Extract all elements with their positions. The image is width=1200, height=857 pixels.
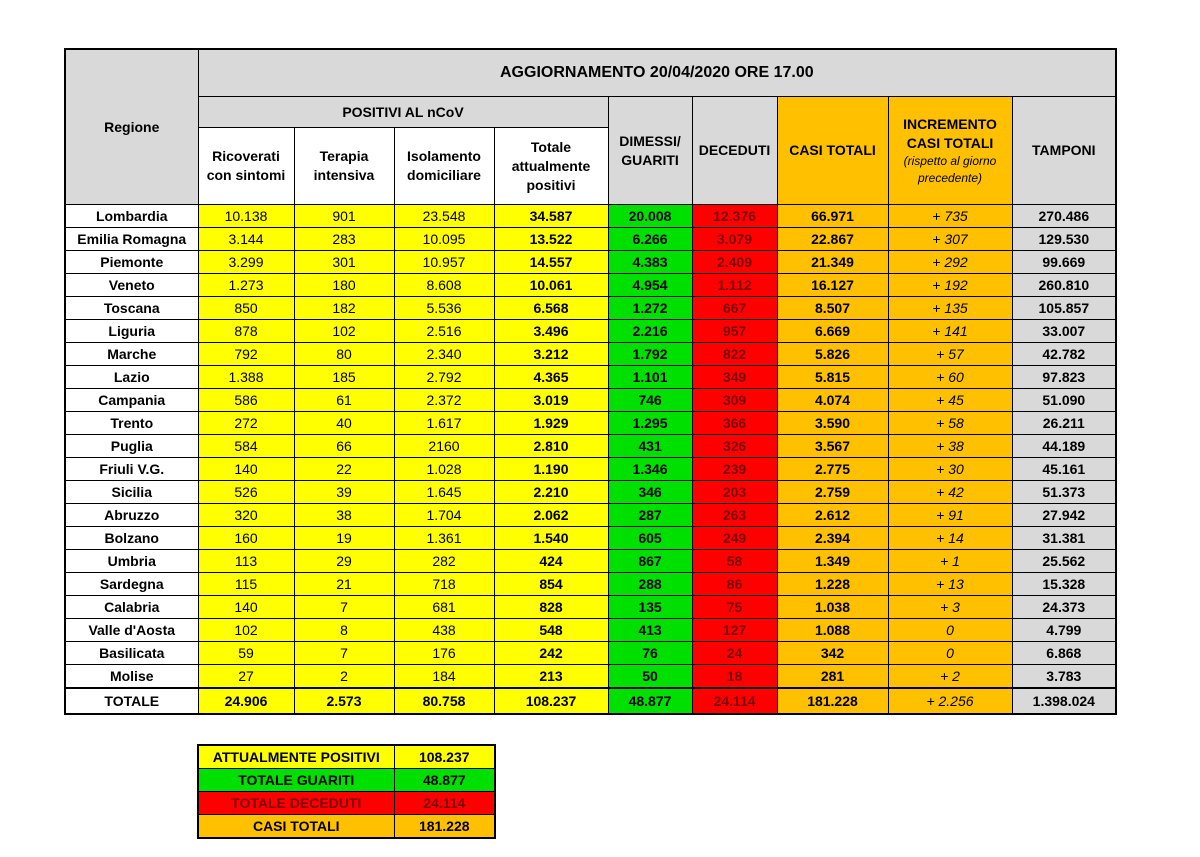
cell-positivi: 10.061 (494, 274, 608, 297)
cell-deceduti: 1.112 (692, 274, 777, 297)
cell-deceduti: 349 (692, 366, 777, 389)
cell-ricoverati: 272 (198, 412, 294, 435)
cell-incremento: + 13 (888, 573, 1012, 596)
cell-casi: 281 (777, 665, 888, 689)
cell-terapia: 38 (294, 504, 394, 527)
table-row (65, 228, 1116, 251)
cell-guariti: 135 (608, 596, 692, 619)
cell-incremento: + 3 (888, 596, 1012, 619)
cell-ricoverati: 140 (198, 458, 294, 481)
cell-tamponi: 270.486 (1012, 205, 1116, 228)
cell-tamponi: 99.669 (1012, 251, 1116, 274)
cell-terapia: 22 (294, 458, 394, 481)
cell-isolamento: 10.957 (394, 251, 494, 274)
cell-terapia: 180 (294, 274, 394, 297)
cell-isolamento: 10.095 (394, 228, 494, 251)
cell-regione: Bolzano (65, 527, 198, 550)
cell-positivi: 1.540 (494, 527, 608, 550)
cell-casi: 2.612 (777, 504, 888, 527)
cell-isolamento: 2.792 (394, 366, 494, 389)
cell-guariti: 1.792 (608, 343, 692, 366)
cell-regione: Veneto (65, 274, 198, 297)
table-row (65, 389, 1116, 412)
cell-regione: TOTALE (65, 688, 198, 714)
cell-deceduti: 957 (692, 320, 777, 343)
cell-guariti: 76 (608, 642, 692, 665)
cell-deceduti: 239 (692, 458, 777, 481)
cell-regione: Umbria (65, 550, 198, 573)
header-tamponi: TAMPONI (1012, 97, 1116, 205)
cell-ricoverati: 526 (198, 481, 294, 504)
cell-casi: 2.775 (777, 458, 888, 481)
cell-guariti: 1.101 (608, 366, 692, 389)
cell-positivi: 548 (494, 619, 608, 642)
cell-ricoverati: 3.299 (198, 251, 294, 274)
cell-ricoverati: 27 (198, 665, 294, 689)
cell-guariti: 1.346 (608, 458, 692, 481)
cell-terapia: 301 (294, 251, 394, 274)
cell-tamponi: 6.868 (1012, 642, 1116, 665)
cell-terapia: 901 (294, 205, 394, 228)
cell-deceduti: 12.376 (692, 205, 777, 228)
cell-deceduti: 2.409 (692, 251, 777, 274)
table-row (65, 665, 1116, 689)
summary-row (198, 815, 495, 839)
cell-casi: 5.815 (777, 366, 888, 389)
cell-regione: Lombardia (65, 205, 198, 228)
cell-guariti: 288 (608, 573, 692, 596)
table-row (65, 550, 1116, 573)
header-casi-totali: CASI TOTALI (777, 97, 888, 205)
cell-regione: Calabria (65, 596, 198, 619)
cell-tamponi: 15.328 (1012, 573, 1116, 596)
cell-casi: 181.228 (777, 688, 888, 714)
cell-casi: 342 (777, 642, 888, 665)
cell-ricoverati: 878 (198, 320, 294, 343)
cell-isolamento: 2.372 (394, 389, 494, 412)
table-row (65, 688, 1116, 714)
summary-value: 108.237 (394, 745, 495, 769)
cell-guariti: 431 (608, 435, 692, 458)
cell-ricoverati: 113 (198, 550, 294, 573)
cell-positivi: 2.210 (494, 481, 608, 504)
cell-regione: Marche (65, 343, 198, 366)
cell-deceduti: 366 (692, 412, 777, 435)
summary-label: TOTALE GUARITI (198, 769, 394, 792)
cell-casi: 1.228 (777, 573, 888, 596)
cell-isolamento: 2.516 (394, 320, 494, 343)
cell-casi: 66.971 (777, 205, 888, 228)
cell-terapia: 185 (294, 366, 394, 389)
cell-positivi: 1.929 (494, 412, 608, 435)
header-deceduti: DECEDUTI (692, 97, 777, 205)
cell-tamponi: 27.942 (1012, 504, 1116, 527)
cell-regione: Molise (65, 665, 198, 689)
cell-deceduti: 3.079 (692, 228, 777, 251)
header-totale-positivi: Totale attualmente positivi (494, 128, 608, 205)
cell-casi: 1.349 (777, 550, 888, 573)
cell-isolamento: 80.758 (394, 688, 494, 714)
cell-deceduti: 86 (692, 573, 777, 596)
table-row (65, 297, 1116, 320)
summary-label: TOTALE DECEDUTI (198, 792, 394, 815)
table-row (65, 251, 1116, 274)
cell-terapia: 66 (294, 435, 394, 458)
cell-terapia: 39 (294, 481, 394, 504)
cell-positivi: 14.557 (494, 251, 608, 274)
cell-isolamento: 1.704 (394, 504, 494, 527)
summary-value: 48.877 (394, 769, 495, 792)
cell-tamponi: 105.857 (1012, 297, 1116, 320)
header-isolamento: Isolamento domiciliare (394, 128, 494, 205)
cell-terapia: 2 (294, 665, 394, 689)
cell-incremento: + 57 (888, 343, 1012, 366)
table-row (65, 619, 1116, 642)
cell-tamponi: 129.530 (1012, 228, 1116, 251)
cell-guariti: 287 (608, 504, 692, 527)
cell-ricoverati: 115 (198, 573, 294, 596)
cell-deceduti: 24.114 (692, 688, 777, 714)
cell-positivi: 13.522 (494, 228, 608, 251)
summary-value: 24.114 (394, 792, 495, 815)
table-row (65, 205, 1116, 228)
cell-positivi: 3.212 (494, 343, 608, 366)
cell-guariti: 413 (608, 619, 692, 642)
cell-ricoverati: 584 (198, 435, 294, 458)
cell-incremento: + 135 (888, 297, 1012, 320)
cell-terapia: 40 (294, 412, 394, 435)
cell-tamponi: 45.161 (1012, 458, 1116, 481)
cell-casi: 3.590 (777, 412, 888, 435)
cell-positivi: 3.019 (494, 389, 608, 412)
table-row (65, 435, 1116, 458)
table-row (65, 343, 1116, 366)
table-row (65, 274, 1116, 297)
cell-isolamento: 438 (394, 619, 494, 642)
cell-incremento: + 292 (888, 251, 1012, 274)
table-row (65, 642, 1116, 665)
cell-isolamento: 2160 (394, 435, 494, 458)
cell-casi: 21.349 (777, 251, 888, 274)
cell-regione: Abruzzo (65, 504, 198, 527)
header-regione: Regione (65, 49, 198, 205)
cell-ricoverati: 24.906 (198, 688, 294, 714)
cell-incremento: + 42 (888, 481, 1012, 504)
cell-incremento: 0 (888, 642, 1012, 665)
cell-incremento: + 91 (888, 504, 1012, 527)
cell-isolamento: 1.028 (394, 458, 494, 481)
cell-terapia: 2.573 (294, 688, 394, 714)
cell-deceduti: 822 (692, 343, 777, 366)
table-row (65, 481, 1116, 504)
cell-incremento: + 307 (888, 228, 1012, 251)
cell-deceduti: 203 (692, 481, 777, 504)
cell-tamponi: 51.090 (1012, 389, 1116, 412)
cell-guariti: 6.266 (608, 228, 692, 251)
cell-tamponi: 42.782 (1012, 343, 1116, 366)
cell-isolamento: 2.340 (394, 343, 494, 366)
cell-regione: Trento (65, 412, 198, 435)
cell-regione: Sardegna (65, 573, 198, 596)
cell-casi: 1.088 (777, 619, 888, 642)
header-ricoverati: Ricoverati con sintomi (198, 128, 294, 205)
covid-regions-table (64, 48, 1117, 715)
summary-label: CASI TOTALI (198, 815, 394, 839)
header-dimessi: DIMESSI/ GUARITI (608, 97, 692, 205)
cell-positivi: 424 (494, 550, 608, 573)
cell-isolamento: 1.645 (394, 481, 494, 504)
cell-guariti: 2.216 (608, 320, 692, 343)
cell-tamponi: 51.373 (1012, 481, 1116, 504)
cell-incremento: + 192 (888, 274, 1012, 297)
header-terapia: Terapia intensiva (294, 128, 394, 205)
cell-tamponi: 26.211 (1012, 412, 1116, 435)
cell-positivi: 2.062 (494, 504, 608, 527)
cell-regione: Valle d'Aosta (65, 619, 198, 642)
cell-regione: Toscana (65, 297, 198, 320)
cell-casi: 2.759 (777, 481, 888, 504)
cell-isolamento: 282 (394, 550, 494, 573)
cell-terapia: 102 (294, 320, 394, 343)
cell-incremento: + 38 (888, 435, 1012, 458)
cell-tamponi: 3.783 (1012, 665, 1116, 689)
cell-ricoverati: 160 (198, 527, 294, 550)
summary-row (198, 769, 495, 792)
cell-guariti: 1.295 (608, 412, 692, 435)
cell-deceduti: 24 (692, 642, 777, 665)
cell-deceduti: 667 (692, 297, 777, 320)
cell-positivi: 4.365 (494, 366, 608, 389)
cell-terapia: 7 (294, 642, 394, 665)
header-incremento-note: (rispetto al giorno precedente) (903, 153, 997, 185)
cell-guariti: 746 (608, 389, 692, 412)
cell-guariti: 867 (608, 550, 692, 573)
cell-ricoverati: 1.388 (198, 366, 294, 389)
cell-incremento: + 141 (888, 320, 1012, 343)
cell-guariti: 50 (608, 665, 692, 689)
cell-deceduti: 263 (692, 504, 777, 527)
cell-incremento: + 30 (888, 458, 1012, 481)
cell-regione: Puglia (65, 435, 198, 458)
cell-isolamento: 184 (394, 665, 494, 689)
cell-isolamento: 176 (394, 642, 494, 665)
cell-incremento: 0 (888, 619, 1012, 642)
cell-casi: 6.669 (777, 320, 888, 343)
cell-tamponi: 1.398.024 (1012, 688, 1116, 714)
cell-deceduti: 309 (692, 389, 777, 412)
cell-incremento: + 58 (888, 412, 1012, 435)
cell-ricoverati: 140 (198, 596, 294, 619)
cell-terapia: 283 (294, 228, 394, 251)
header-incremento: INCREMENTO CASI TOTALI (rispetto al giorno precedente) (888, 97, 1012, 205)
cell-ricoverati: 102 (198, 619, 294, 642)
summary-label: ATTUALMENTE POSITIVI (198, 745, 394, 769)
cell-regione: Sicilia (65, 481, 198, 504)
table-row (65, 320, 1116, 343)
summary-row (198, 792, 495, 815)
cell-deceduti: 127 (692, 619, 777, 642)
cell-positivi: 828 (494, 596, 608, 619)
cell-positivi: 1.190 (494, 458, 608, 481)
cell-guariti: 346 (608, 481, 692, 504)
cell-isolamento: 1.361 (394, 527, 494, 550)
table-row (65, 366, 1116, 389)
table-title: AGGIORNAMENTO 20/04/2020 ORE 17.00 (198, 49, 1116, 97)
summary-row (198, 745, 495, 769)
cell-ricoverati: 792 (198, 343, 294, 366)
table-row (65, 596, 1116, 619)
cell-isolamento: 1.617 (394, 412, 494, 435)
cell-isolamento: 681 (394, 596, 494, 619)
cell-terapia: 7 (294, 596, 394, 619)
table-row (65, 573, 1116, 596)
table-body (65, 205, 1116, 715)
cell-positivi: 2.810 (494, 435, 608, 458)
cell-regione: Basilicata (65, 642, 198, 665)
cell-guariti: 48.877 (608, 688, 692, 714)
cell-guariti: 20.008 (608, 205, 692, 228)
cell-regione: Piemonte (65, 251, 198, 274)
cell-incremento: + 1 (888, 550, 1012, 573)
cell-tamponi: 33.007 (1012, 320, 1116, 343)
cell-terapia: 80 (294, 343, 394, 366)
cell-casi: 16.127 (777, 274, 888, 297)
cell-guariti: 4.383 (608, 251, 692, 274)
cell-casi: 2.394 (777, 527, 888, 550)
cell-tamponi: 44.189 (1012, 435, 1116, 458)
cell-casi: 5.826 (777, 343, 888, 366)
cell-ricoverati: 850 (198, 297, 294, 320)
cell-tamponi: 97.823 (1012, 366, 1116, 389)
cell-incremento: + 2.256 (888, 688, 1012, 714)
table-row (65, 504, 1116, 527)
cell-casi: 4.074 (777, 389, 888, 412)
cell-isolamento: 718 (394, 573, 494, 596)
cell-casi: 3.567 (777, 435, 888, 458)
cell-positivi: 108.237 (494, 688, 608, 714)
cell-deceduti: 326 (692, 435, 777, 458)
cell-casi: 8.507 (777, 297, 888, 320)
table-row (65, 527, 1116, 550)
cell-positivi: 34.587 (494, 205, 608, 228)
cell-terapia: 61 (294, 389, 394, 412)
cell-tamponi: 4.799 (1012, 619, 1116, 642)
cell-positivi: 6.568 (494, 297, 608, 320)
header-positivi-group: POSITIVI AL nCoV (198, 97, 608, 128)
cell-casi: 1.038 (777, 596, 888, 619)
cell-deceduti: 75 (692, 596, 777, 619)
cell-ricoverati: 320 (198, 504, 294, 527)
cell-regione: Emilia Romagna (65, 228, 198, 251)
cell-regione: Campania (65, 389, 198, 412)
cell-tamponi: 25.562 (1012, 550, 1116, 573)
cell-ricoverati: 3.144 (198, 228, 294, 251)
cell-terapia: 19 (294, 527, 394, 550)
cell-positivi: 3.496 (494, 320, 608, 343)
cell-positivi: 854 (494, 573, 608, 596)
cell-guariti: 1.272 (608, 297, 692, 320)
cell-incremento: + 2 (888, 665, 1012, 689)
cell-isolamento: 8.608 (394, 274, 494, 297)
cell-regione: Friuli V.G. (65, 458, 198, 481)
cell-incremento: + 735 (888, 205, 1012, 228)
cell-positivi: 213 (494, 665, 608, 689)
table-row (65, 458, 1116, 481)
cell-terapia: 29 (294, 550, 394, 573)
cell-terapia: 21 (294, 573, 394, 596)
cell-terapia: 8 (294, 619, 394, 642)
cell-ricoverati: 1.273 (198, 274, 294, 297)
cell-guariti: 605 (608, 527, 692, 550)
summary-value: 181.228 (394, 815, 495, 839)
cell-regione: Lazio (65, 366, 198, 389)
table-row (65, 412, 1116, 435)
cell-incremento: + 45 (888, 389, 1012, 412)
cell-deceduti: 58 (692, 550, 777, 573)
cell-casi: 22.867 (777, 228, 888, 251)
cell-ricoverati: 10.138 (198, 205, 294, 228)
cell-regione: Liguria (65, 320, 198, 343)
cell-terapia: 182 (294, 297, 394, 320)
cell-tamponi: 260.810 (1012, 274, 1116, 297)
cell-isolamento: 23.548 (394, 205, 494, 228)
cell-ricoverati: 586 (198, 389, 294, 412)
cell-positivi: 242 (494, 642, 608, 665)
cell-deceduti: 18 (692, 665, 777, 689)
summary-table (197, 744, 496, 839)
cell-guariti: 4.954 (608, 274, 692, 297)
cell-tamponi: 31.381 (1012, 527, 1116, 550)
cell-deceduti: 249 (692, 527, 777, 550)
cell-incremento: + 14 (888, 527, 1012, 550)
cell-incremento: + 60 (888, 366, 1012, 389)
cell-ricoverati: 59 (198, 642, 294, 665)
cell-isolamento: 5.536 (394, 297, 494, 320)
cell-tamponi: 24.373 (1012, 596, 1116, 619)
